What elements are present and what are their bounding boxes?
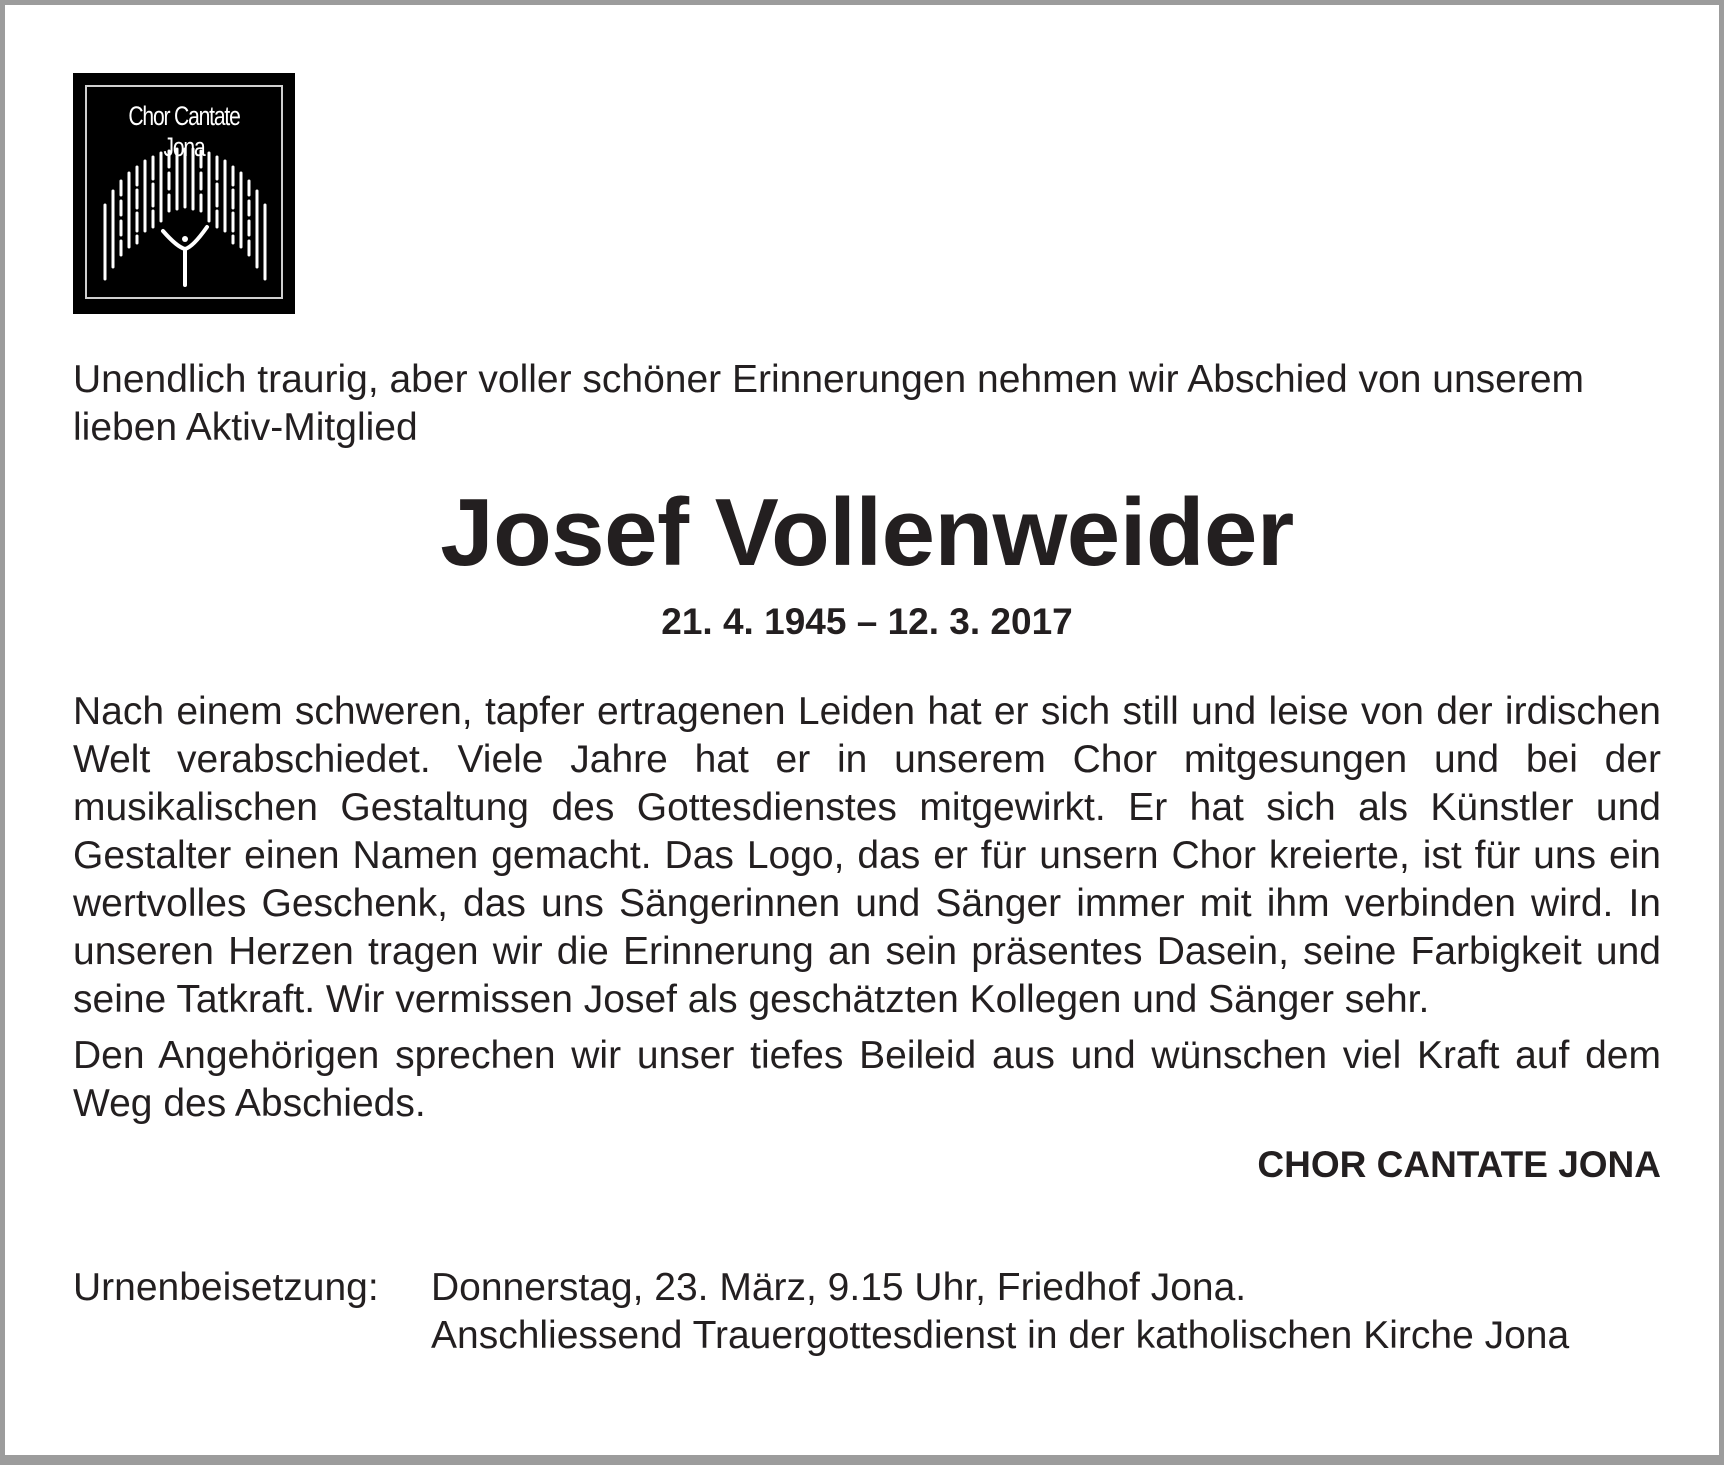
burial-details: [431, 1264, 1661, 1360]
intro-text: Unendlich traurig, aber voller schöner Erinnerungen nehmen wir Abschied von unserem lieben Aktiv-Mitglied: [73, 358, 1585, 449]
signature: CHOR CANTATE JONA: [1257, 1144, 1661, 1185]
logo-border: [85, 85, 283, 299]
tribute-paragraph: Nach einem schweren, tapfer ertragenen Leiden hat er sich still und leise von der irdischen Welt verabschiedet. Viele Jahre hat er in unserem Chor mitgesungen und bei der musikalischen Gestaltung des Gottesdienstes mitgewirkt. Er hat sich als Künstler und Gestalter einen Namen gemacht. Das Logo, das er für unsern Chor kreierte, ist für uns ein wertvolles Geschenk, das uns Sängerinnen und Sänger immer mit ihm verbinden wird. In unseren Herzen tragen wir die Erinnerung an sein präsentes Dasein, seine Farbigkeit und seine Tatkraft. Wir vermissen Josef als geschätzten Kollegen und Sänger sehr.: [73, 690, 1661, 1021]
burial-label: Urnenbeisetzung:: [73, 1266, 379, 1309]
condolence-paragraph: Den Angehörigen sprechen wir unser tiefes Beileid aus und wünschen viel Kraft auf dem Weg des Abschieds.: [73, 1034, 1661, 1125]
obituary-content: [73, 73, 1661, 1360]
life-dates: 21. 4. 1945 – 12. 3. 2017: [661, 601, 1073, 642]
choir-logo: [73, 73, 295, 314]
deceased-name: Josef Vollenweider: [440, 479, 1294, 586]
burial-info: [73, 1264, 1661, 1360]
choir-candles-icon: [97, 147, 275, 297]
burial-line-1: Donnerstag, 23. März, 9.15 Uhr, Friedhof Jona.: [431, 1266, 1247, 1309]
logo-text: Chor Cantate Jona: [128, 101, 240, 162]
tribute-text: [73, 688, 1661, 1128]
burial-line-2: Anschliessend Trauergottesdienst in der katholischen Kirche Jona: [431, 1314, 1570, 1357]
